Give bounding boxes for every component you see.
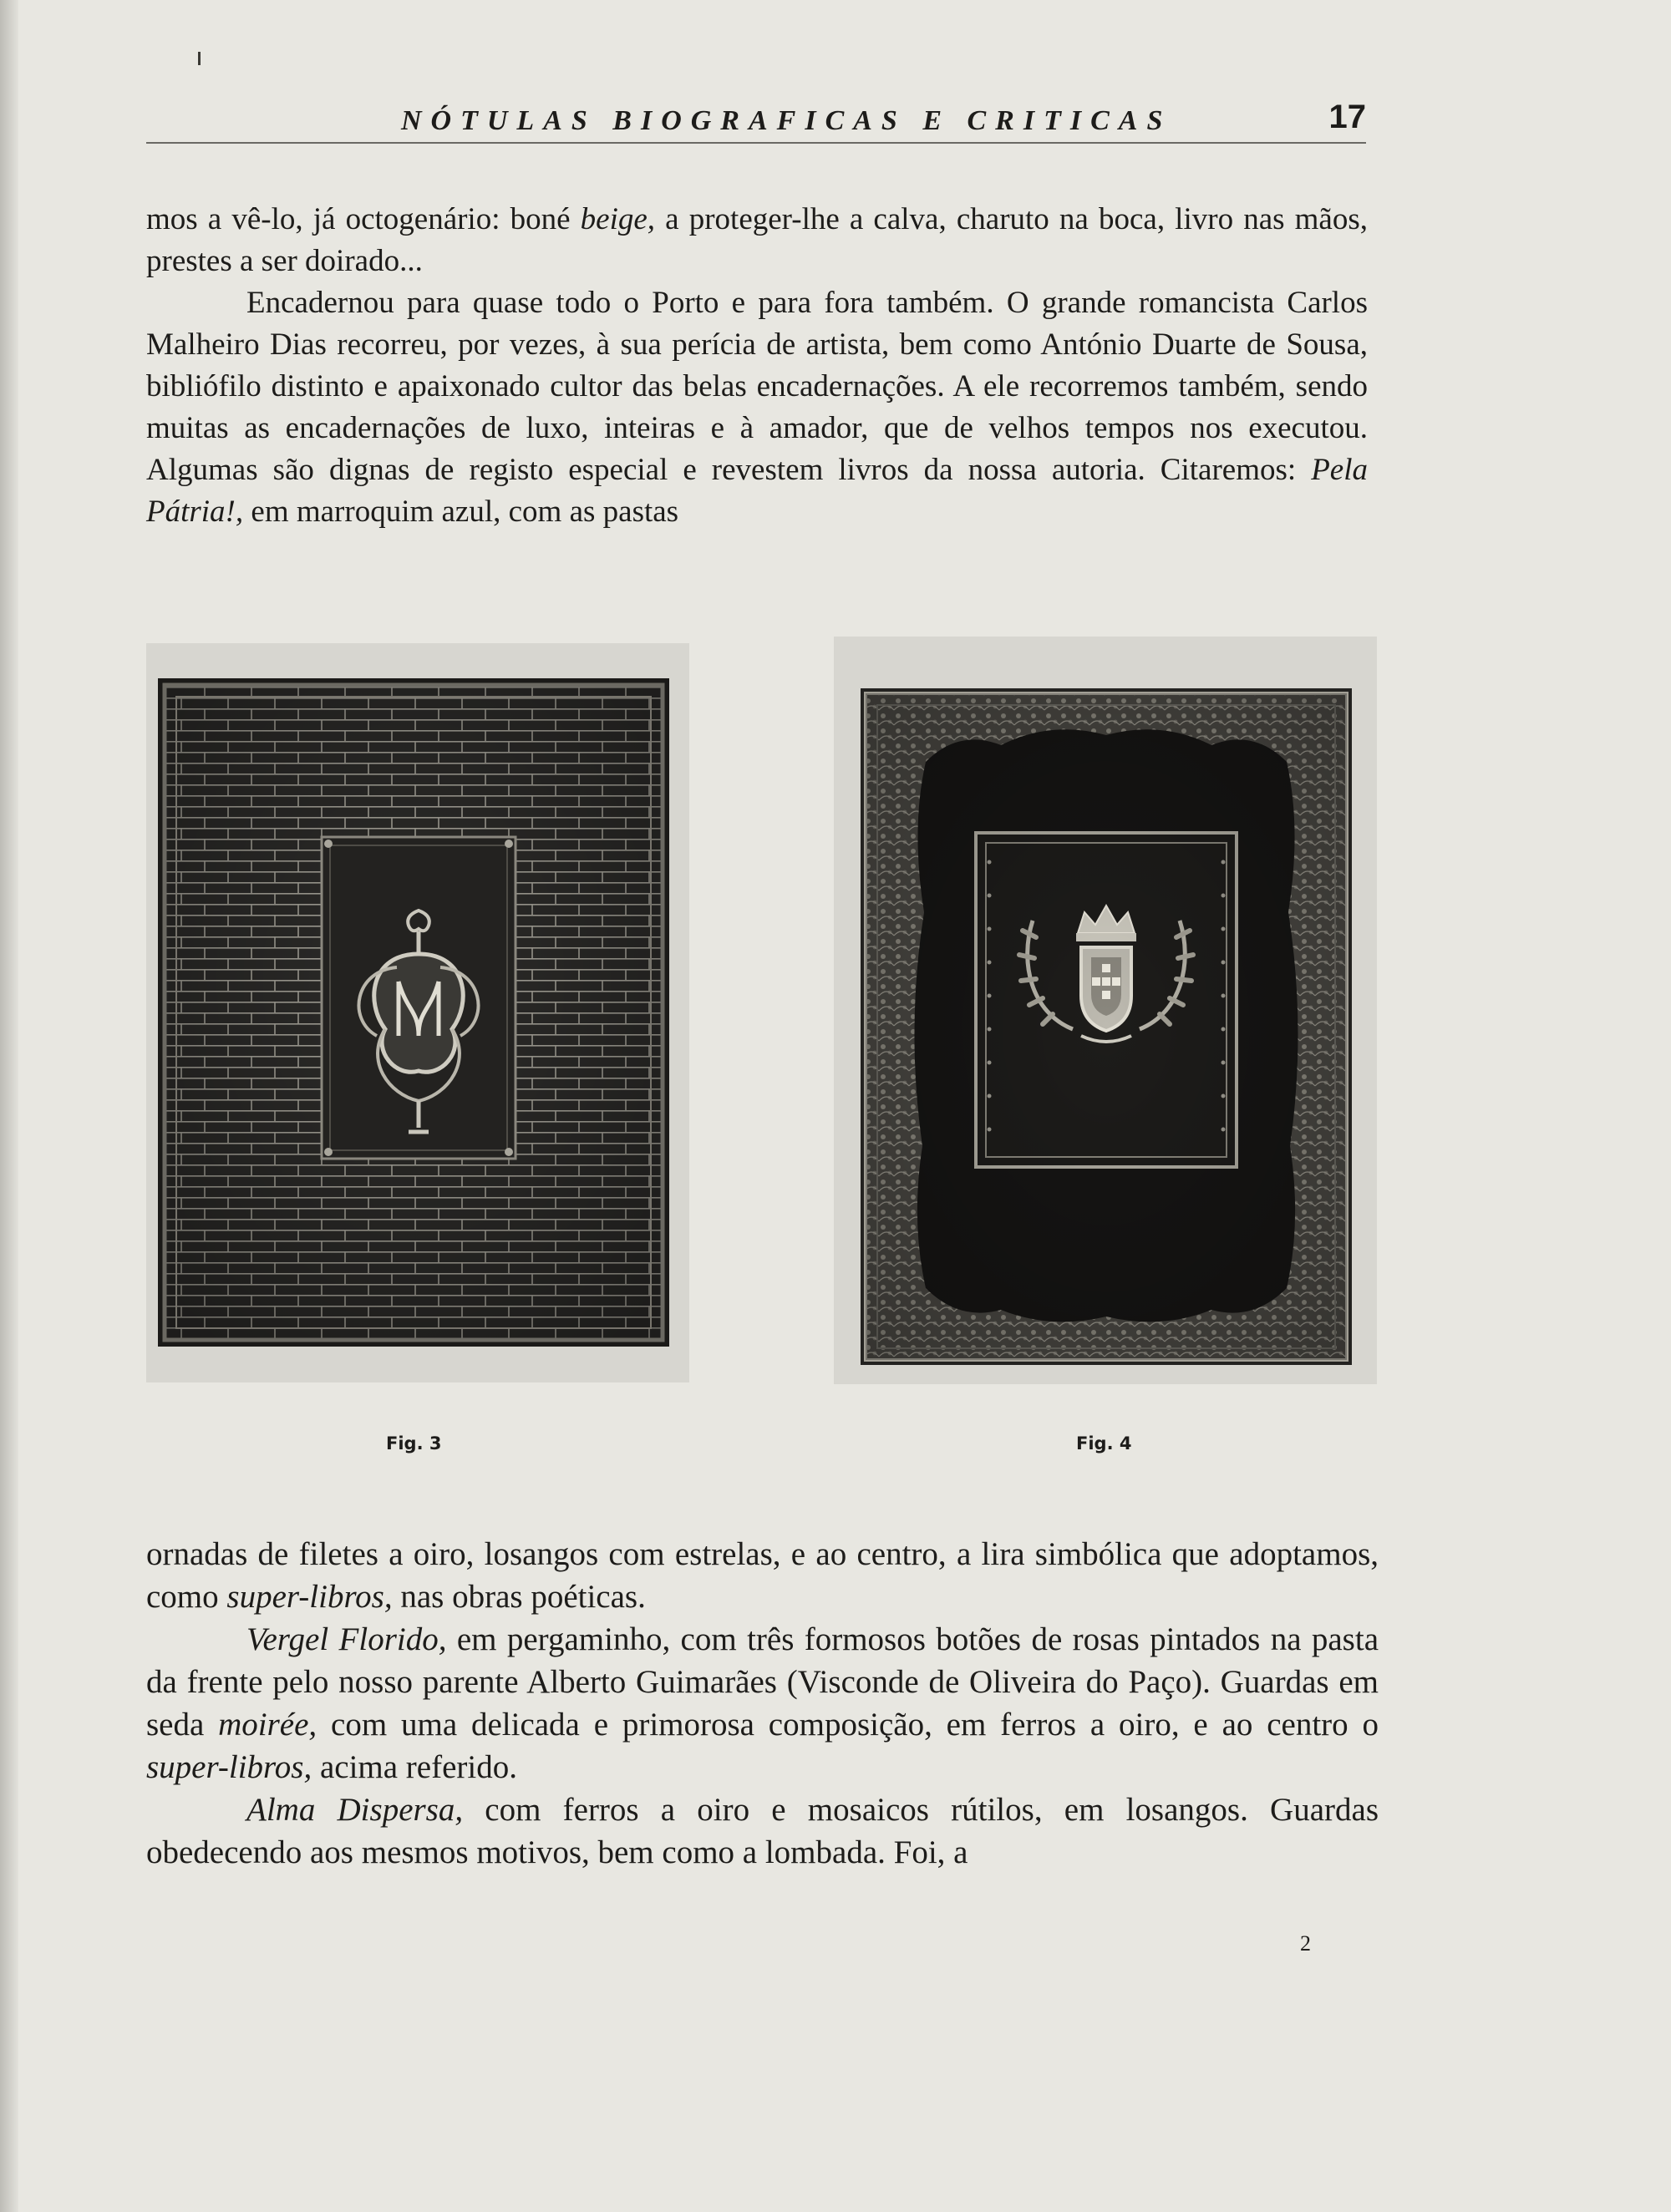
italic-title: Vergel Florido, xyxy=(246,1621,447,1657)
text-run: acima referido. xyxy=(312,1749,517,1785)
paragraph-2 xyxy=(146,282,1368,533)
figure-4-photo xyxy=(834,637,1377,1384)
paragraph-3 xyxy=(146,1533,1379,1618)
page-header xyxy=(146,99,1366,149)
italic-title: Pela Pátria!, xyxy=(146,453,1368,529)
header-rule xyxy=(146,142,1366,144)
italic-term: moirée, xyxy=(218,1707,317,1743)
paragraph-1 xyxy=(146,199,1368,282)
italic-term: super-libros, xyxy=(146,1749,312,1785)
text-run: com uma delicada e primorosa composição, em ferros a oiro, e ao centro o xyxy=(317,1707,1379,1743)
italic-term: super-libros, xyxy=(226,1579,393,1615)
paragraph-4 xyxy=(146,1618,1379,1788)
signature-mark: 2 xyxy=(1300,1931,1311,1956)
figure-3-caption: Fig. 3 xyxy=(386,1433,442,1454)
running-title: NÓTULAS BIOGRAFICAS E CRITICAS xyxy=(401,105,1172,136)
page-number: 17 xyxy=(1328,99,1366,135)
figure-4-caption: Fig. 4 xyxy=(1076,1433,1132,1454)
text-run: nas obras poéticas. xyxy=(392,1579,646,1615)
text-run: em marroquim azul, com as pastas xyxy=(243,495,679,529)
paragraph-5 xyxy=(146,1788,1379,1874)
text-run: com ferros a oiro e mosaicos rútilos, em losangos. Guardas obedecendo aos mesmos motivos, bem como a lombada. Foi, a xyxy=(146,1792,1379,1870)
bottom-text-block xyxy=(146,1533,1379,1874)
binding-brick-illustration xyxy=(146,643,689,1382)
text-run: em pergaminho, com três formosos botões de rosas pintados na pasta da frente pelo nosso parente Alberto Guimarães (Visconde de Oliveira do Paço). Guardas em seda xyxy=(146,1621,1379,1743)
italic-title: Alma Dispersa, xyxy=(246,1792,464,1828)
binding-arms-illustration xyxy=(834,637,1377,1384)
text-run: mos a vê-lo, já octogenário: boné xyxy=(146,202,581,236)
page-binding-edge xyxy=(0,0,18,2212)
text-run: ornadas de filetes a oiro, losangos com estrelas, e ao centro, a lira simbólica que adoptamos, como xyxy=(146,1536,1379,1615)
text-run: a proteger-lhe a calva, charuto na boca, livro nas mãos, prestes a ser doirado... xyxy=(146,202,1368,278)
italic-term: beige, xyxy=(580,202,656,236)
text-run: Encadernou para quase todo o Porto e para fora também. O grande romancista Carlos Malheiro Dias recorreu, por vezes, à sua perícia de artista, bem como António Duarte de Sousa, bibliófilo distinto e apaixonado cultor das belas encadernações. A ele recorremos também, sendo muitas as encadernações de luxo, inteiras e à amador, que de velhos tempos nos executou. Algumas são dignas de registo especial e revestem livros da nossa autoria. Citaremos: xyxy=(146,286,1368,487)
ink-mark xyxy=(198,52,201,65)
top-text-block xyxy=(146,199,1368,533)
figure-3-photo xyxy=(146,643,689,1382)
